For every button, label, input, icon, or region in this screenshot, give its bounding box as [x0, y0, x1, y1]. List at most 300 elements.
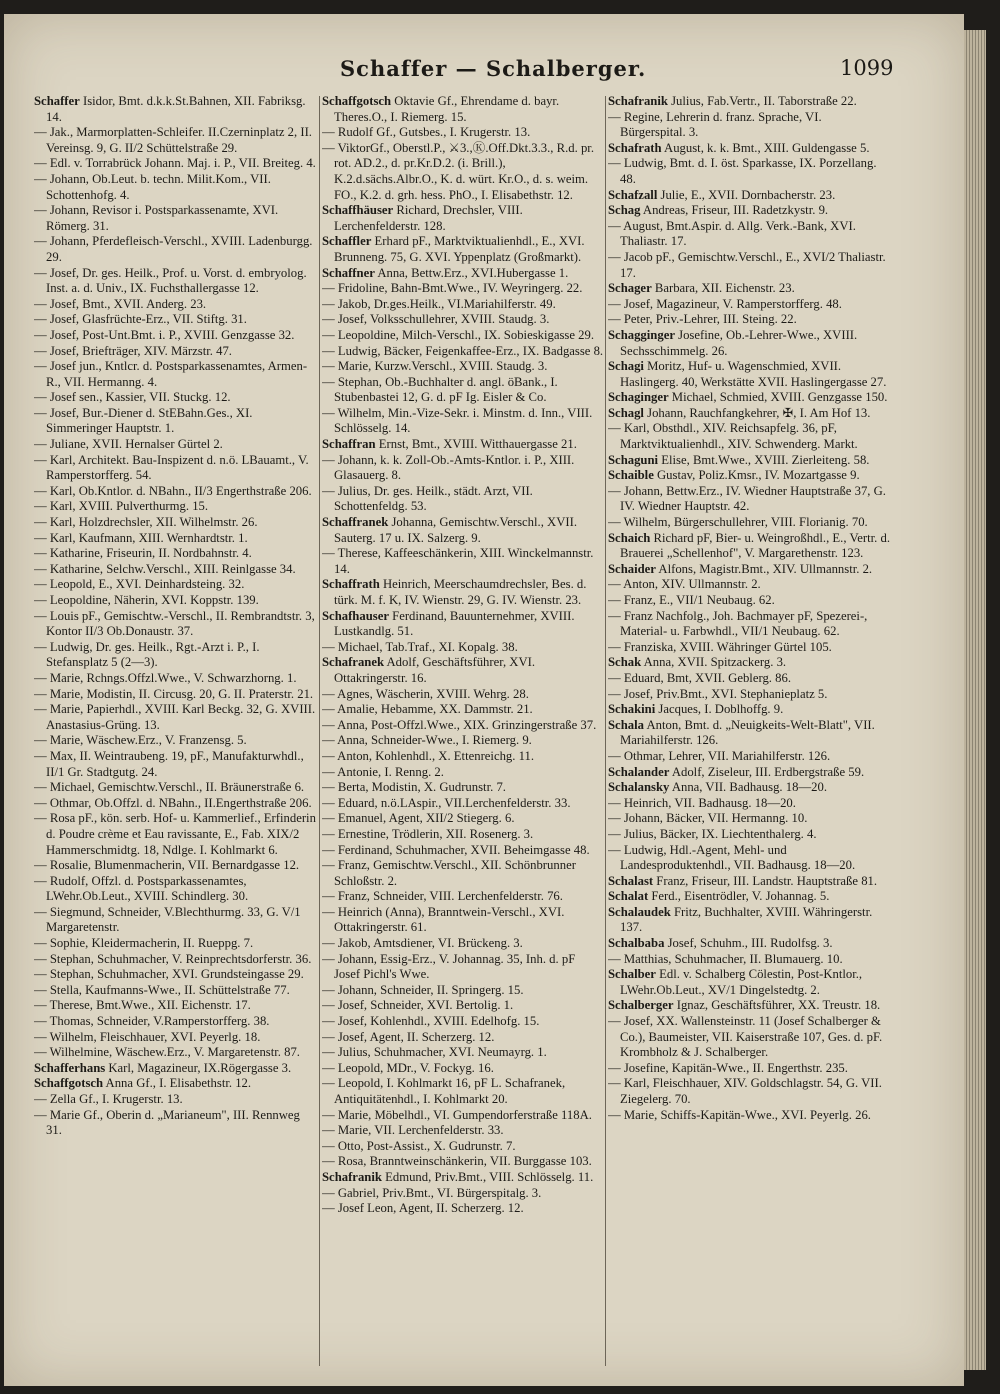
directory-entry: [322, 234, 604, 265]
entry-text: — Max, II. Weintraubeng. 19, pF., Manufakturwhdl., II/1 Gr. Stadtgutg. 24.: [34, 748, 304, 779]
entry-surname: Schaffer: [34, 94, 80, 108]
entry-text: — Josef jun., Kntlcr. d. Postsparkassenamtes, Armen-R., VII. Hermanng. 4.: [34, 359, 308, 389]
entry-surname: Schafhauser: [322, 608, 389, 623]
entry-text: — Josef, Bmt., XVII. Anderg. 23.: [34, 296, 207, 311]
entry-text: — Johann, Essig-Erz., V. Johannag. 35, Inh. d. pF Josef Pichl's Wwe.: [322, 951, 576, 982]
entry-text: — Josef, Agent, II. Scherzerg. 12.: [322, 1029, 495, 1044]
entry-text: — Regine, Lehrerin d. franz. Sprache, VI. Bürgerspital. 3.: [608, 109, 822, 140]
directory-entry: [608, 796, 890, 812]
entry-text: — Zella Gf., I. Krugerstr. 13.: [34, 1092, 183, 1106]
entry-text: — Franz, E., VII/1 Neubaug. 62.: [608, 593, 775, 607]
entry-surname: Schalbaba: [608, 936, 665, 951]
directory-entry: [34, 453, 316, 484]
directory-entry: [34, 531, 316, 547]
entry-text: — Wilhelmine, Wäschew.Erz., V. Margaretenstr. 87.: [34, 1045, 300, 1060]
directory-entry: [322, 843, 604, 859]
entry-text: Josef, Schuhm., III. Rudolfsg. 3.: [664, 936, 833, 951]
directory-entry: [34, 437, 316, 453]
entry-text: — Antonie, I. Renng. 2.: [322, 764, 444, 779]
directory-entry: [34, 998, 316, 1014]
entry-surname: Schaible: [608, 468, 654, 483]
entry-text: Alfons, Magistr.Bmt., XIV. Ullmannstr. 2.: [655, 561, 873, 576]
column-rule: [605, 96, 606, 1366]
entry-text: — Ludwig, Hdl.-Agent, Mehl- und Landesproduktenhdl., VII. Badhausg. 18—20.: [608, 842, 856, 873]
entry-surname: Schala: [608, 717, 644, 732]
entry-text: — Sophie, Kleidermacherin, II. Rueppg. 7.: [34, 936, 254, 951]
entry-text: Richard, Drechsler, VIII. Lerchenfelderstr. 128.: [334, 203, 523, 233]
entry-text: Ferdinand, Bauunternehmer, XVIII. Lustkandlg. 51.: [334, 608, 575, 639]
directory-entry: [34, 562, 316, 578]
directory-entry: [322, 655, 604, 686]
entry-surname: Schak: [608, 655, 642, 670]
directory-entry: [608, 671, 890, 687]
entry-text: — Marie, Modistin, II. Circusg. 20, G. II. Praterstr. 21.: [34, 686, 314, 701]
directory-entry: [34, 484, 316, 500]
directory-entry: [322, 375, 604, 406]
entry-surname: Schafrath: [608, 140, 662, 155]
directory-entry: [322, 1014, 604, 1030]
entry-surname: Schag: [608, 203, 641, 218]
entry-text: — Franz, Schneider, VIII. Lerchenfelderstr. 76.: [322, 889, 563, 904]
directory-entry: [322, 796, 604, 812]
directory-entry: [322, 1030, 604, 1046]
page-number: 1099: [840, 56, 894, 80]
entry-text: — Josef, Priv.Bmt., XVI. Stephanieplatz 5.: [608, 686, 828, 701]
entry-text: — Juliane, XVII. Hernalser Gürtel 2.: [34, 437, 223, 452]
entry-text: — Eduard, Bmt, XVII. Geblerg. 86.: [608, 670, 791, 685]
directory-entry: [34, 780, 316, 796]
entry-text: — Eduard, n.ö.LAspir., VII.Lerchenfelderstr. 33.: [322, 795, 571, 810]
directory-entry: [34, 967, 316, 983]
directory-entry: [34, 546, 316, 562]
entry-surname: Schakini: [608, 702, 656, 717]
entry-text: Isidor, Bmt. d.k.k.St.Bahnen, XII. Fabriksg. 14.: [46, 94, 306, 124]
entry-text: Gustav, Poliz.Kmsr., IV. Mozartgasse 9.: [653, 468, 860, 483]
column-2: [322, 94, 604, 1364]
directory-entry: [608, 967, 890, 998]
entry-text: — Josef, Magazineur, V. Ramperstorfferg. 48.: [608, 296, 842, 311]
entry-text: — Johann, Ob.Leut. b. techn. Milit.Kom., VII. Schottenhofg. 4.: [34, 171, 271, 202]
directory-entry: [608, 811, 890, 827]
directory-entry: [322, 858, 604, 889]
directory-entry: [322, 312, 604, 328]
entry-text: — Josef, Briefträger, XIV. Märzstr. 47.: [34, 343, 232, 358]
directory-entry: [608, 952, 890, 968]
directory-entry: [608, 219, 890, 250]
entry-surname: Schaffhäuser: [322, 203, 394, 218]
entry-surname: Schafzall: [608, 187, 658, 202]
directory-entry: [34, 156, 316, 172]
entry-text: Michael, Schmied, XVIII. Genzgasse 150.: [668, 390, 888, 405]
directory-entry: [34, 671, 316, 687]
directory-entry: [34, 1092, 316, 1108]
entry-surname: Schalat: [608, 889, 649, 904]
entry-text: — Amalie, Hebamme, XX. Dammstr. 21.: [322, 702, 533, 717]
entry-text: — Julius, Dr. ges. Heilk., städt. Arzt, VII. Schottenfeldg. 53.: [322, 483, 533, 514]
entry-text: — Karl, Obsthdl., XIV. Reichsapfelg. 36, pF, Marktviktualienhdl., XIV. Schwenderg. Markt.: [608, 421, 858, 452]
entry-text: — Stephan, Schuhmacher, XVI. Grundsteingasse 29.: [34, 967, 304, 982]
entry-text: — Josef, Bur.-Diener d. StEBahn.Ges., XI. Simmeringer Hauptstr. 1.: [34, 405, 253, 436]
directory-entry: [608, 531, 890, 562]
entry-text: — Fridoline, Bahn-Bmt.Wwe., IV. Weyringerg. 22.: [322, 281, 583, 296]
entry-text: Adolf, Ziseleur, III. Erdbergstraße 59.: [669, 764, 865, 779]
directory-entry: [34, 312, 316, 328]
entry-text: — Michael, Gemischtw.Verschl., II. Bräunerstraße 6.: [34, 780, 305, 795]
entry-text: — Jak., Marmorplatten-Schleifer. II.Czerninplatz 2, II. Vereinsg. 9, G. II/2 Schüttelstraße 29.: [34, 125, 312, 155]
directory-entry: [322, 1061, 604, 1077]
directory-entry: [322, 640, 604, 656]
entry-surname: Schaffner: [322, 265, 375, 280]
directory-entry: [608, 998, 890, 1014]
entry-text: — Johann, Bäcker, VII. Hermanng. 10.: [608, 811, 808, 826]
directory-entry: [34, 359, 316, 390]
entry-text: — Stephan, Schuhmacher, V. Reinprechtsdorferstr. 36.: [34, 951, 312, 966]
entry-text: — Rudolf, Offzl. d. Postsparkassenamtes, LWehr.Ob.Leut., XVIII. Schindlerg. 30.: [34, 873, 249, 904]
entry-text: — Franz, Gemischtw.Verschl., XII. Schönbrunner Schloßstr. 2.: [322, 858, 576, 888]
directory-entry: [608, 609, 890, 640]
directory-entry: [322, 328, 604, 344]
directory-entry: [608, 1061, 890, 1077]
directory-entry: [34, 515, 316, 531]
directory-entry: [608, 827, 890, 843]
entry-text: — Leopoldine, Näherin, XVI. Koppstr. 139.: [34, 593, 259, 607]
entry-text: — Josef, Schneider, XVI. Bertolig. 1.: [322, 998, 514, 1013]
entry-text: — Jakob, Dr.ges.Heilk., VI.Mariahilferstr. 49.: [322, 296, 556, 311]
directory-entry: [34, 328, 316, 344]
directory-entry: [608, 421, 890, 452]
entry-surname: Schalberger: [608, 998, 674, 1013]
entry-surname: Schaffranek: [322, 515, 389, 530]
running-title: Schaffer — Schalberger.: [340, 56, 647, 81]
entry-text: Oktavie Gf., Ehrendame d. bayr. Theres.O., I. Riemerg. 15.: [334, 94, 560, 124]
entry-text: — Othmar, Ob.Offzl. d. NBahn., II.Engerthstraße 206.: [34, 795, 312, 810]
entry-text: — Jacob pF., Gemischtw.Verschl., E., XVI/2 Thaliastr. 17.: [608, 249, 886, 280]
directory-entry: [322, 515, 604, 546]
entry-text: — Stephan, Ob.-Buchhalter d. angl. öBank., I. Stubenbastei 12, G. d. pF Ig. Eisler & Co.: [322, 374, 558, 405]
directory-entry: [322, 437, 604, 453]
directory-entry: [34, 125, 316, 156]
directory-entry: [34, 640, 316, 671]
entry-text: Richard pF, Bier- u. Weingroßhdl., E., Vertr. d. Brauerei „Schellenhof", V. Margarethenstr. 123.: [620, 530, 890, 561]
entry-text: — Peter, Priv.-Lehrer, III. Steing. 22.: [608, 312, 797, 327]
directory-entry: [322, 203, 604, 234]
entry-text: Fritz, Buchhalter, XVIII. Währingerstr. 137.: [620, 904, 873, 935]
directory-entry: [608, 110, 890, 141]
directory-entry: [322, 125, 604, 141]
page-header: [0, 56, 900, 92]
directory-entry: [608, 359, 890, 390]
entry-text: — Marie, VII. Lerchenfelderstr. 33.: [322, 1123, 504, 1138]
directory-entry: [608, 328, 890, 359]
directory-entry: [34, 1014, 316, 1030]
entry-text: — Marie, Papierhdl., XVIII. Karl Beckg. 32, G. XVIII. Anastasius-Grüng. 13.: [34, 702, 316, 732]
entry-surname: Schafranik: [608, 94, 668, 108]
entry-text: — Stella, Kaufmanns-Wwe., II. Schüttelstraße 77.: [34, 982, 290, 997]
entry-text: — Agnes, Wäscherin, XVIII. Wehrg. 28.: [322, 686, 529, 701]
entry-text: — Matthias, Schuhmacher, II. Blumauerg. 10.: [608, 951, 843, 966]
entry-surname: Schaffgotsch: [34, 1076, 104, 1091]
directory-entry: [34, 266, 316, 297]
entry-text: — Heinrich (Anna), Branntwein-Verschl., XVI. Ottakringerstr. 61.: [322, 904, 565, 935]
entry-text: — Josef Leon, Agent, II. Scherzerg. 12.: [322, 1201, 524, 1216]
directory-entry: [322, 266, 604, 282]
entry-text: — August, Bmt.Aspir. d. Allg. Verk.-Bank, XVI. Thaliastr. 17.: [608, 218, 856, 249]
entry-text: — Johann, Revisor i. Postsparkassenamte, XVI. Römerg. 31.: [34, 203, 279, 233]
directory-entry: [322, 702, 604, 718]
entry-text: — Therese, Bmt.Wwe., XII. Eichenstr. 17.: [34, 998, 251, 1013]
entry-text: — Josef, Glasfrüchte-Erz., VII. Stiftg. 31.: [34, 312, 247, 327]
entry-surname: Schagi: [608, 359, 644, 374]
entry-text: — Jakob, Amtsdiener, VI. Brückeng. 3.: [322, 936, 523, 951]
entry-text: — Josefine, Kapitän-Wwe., II. Engerthstr. 235.: [608, 1060, 848, 1075]
directory-entry: [322, 1045, 604, 1061]
entry-text: Anna, XVII. Spitzackerg. 3.: [641, 655, 787, 670]
directory-entry: [34, 593, 316, 609]
entry-surname: Schaguni: [608, 452, 659, 467]
entry-surname: Schafranik: [322, 1169, 382, 1184]
entry-text: — Michael, Tab.Traf., XI. Kopalg. 38.: [322, 639, 518, 654]
directory-entry: [608, 515, 890, 531]
entry-text: — Leopold, I. Kohlmarkt 16, pF L. Schafranek, Antiquitätenhdl., I. Kohlmarkt 20.: [322, 1076, 566, 1106]
directory-entry: [608, 687, 890, 703]
entry-surname: Schafferhans: [34, 1060, 106, 1075]
directory-entry: [34, 874, 316, 905]
directory-entry: [608, 312, 890, 328]
entry-text: Jacques, I. Doblhoffg. 9.: [655, 702, 784, 717]
entry-surname: Schaider: [608, 561, 656, 576]
entry-text: — Johann, Bettw.Erz., IV. Wiedner Hauptstraße 37, G. IV. Wiedner Hauptstr. 42.: [608, 483, 886, 514]
entry-surname: Schagginger: [608, 327, 675, 342]
entry-text: — Rosa, Branntweinschänkerin, VII. Burggasse 103.: [322, 1154, 592, 1169]
entry-text: — Rosa pF., kön. serb. Hof- u. Kammerlief., Erfinderin d. Poudre crème et Eau ravissante, E., Fab. XIX/2 Hammerschmidtg. 18, Ndlge. I. Kohlmarkt 6.: [34, 811, 316, 857]
directory-entry: [322, 889, 604, 905]
directory-entry: [608, 718, 890, 749]
directory-entry: [34, 702, 316, 733]
entry-text: — Othmar, Lehrer, VII. Mariahilferstr. 126.: [608, 748, 831, 763]
directory-entry: [608, 141, 890, 157]
entry-text: — Wilhelm, Bürgerschullehrer, VIII. Florianig. 70.: [608, 515, 868, 530]
entry-text: Johanna, Gemischtw.Verschl., XVII. Sauterg. 17 u. IX. Salzerg. 9.: [334, 515, 578, 545]
directory-entry: [608, 281, 890, 297]
entry-surname: Schaffran: [322, 437, 376, 452]
directory-entry: [322, 94, 604, 125]
entry-text: — Marie, Möbelhdl., VI. Gumpendorferstraße 118A.: [322, 1107, 592, 1122]
entry-text: Ignaz, Geschäftsführer, XX. Treustr. 18.: [673, 998, 881, 1013]
entry-text: — Heinrich, VII. Badhausg. 18—20.: [608, 795, 796, 810]
entry-text: — Karl, Fleischhauer, XIV. Goldschlagstr. 54, G. VII. Ziegelerg. 70.: [608, 1076, 882, 1106]
directory-entry: [608, 843, 890, 874]
directory-entry: [608, 577, 890, 593]
entry-surname: Schaffler: [322, 234, 372, 249]
directory-entry: [322, 406, 604, 437]
directory-entry: [608, 453, 890, 469]
entry-surname: Schager: [608, 281, 652, 296]
entry-text: Karl, Magazineur, IX.Rögergasse 3.: [105, 1060, 292, 1075]
directory-entry: [34, 94, 316, 125]
entry-text: Heinrich, Meerschaumdrechsler, Bes. d. türk. M. f. K, IV. Wienstr. 29, G. IV. Wienstr. 23.: [334, 577, 587, 607]
entry-text: — Otto, Post-Assist., X. Gudrunstr. 7.: [322, 1138, 516, 1153]
entry-text: Edl. v. Schalberg Cölestin, Post-Kntlor., LWehr.Ob.Leut., XV/1 Dingelstedtg. 2.: [620, 967, 863, 997]
directory-entry: [34, 609, 316, 640]
directory-entry: [34, 577, 316, 593]
directory-entry: [34, 1030, 316, 1046]
directory-entry: [322, 1186, 604, 1202]
directory-entry: [608, 889, 890, 905]
entry-text: Josefine, Ob.-Lehrer-Wwe., XVIII. Sechsschimmelg. 26.: [620, 327, 858, 358]
directory-entry: [34, 1076, 316, 1092]
entry-text: — Josef, Post-Unt.Bmt. i. P., XVIII. Genzgasse 32.: [34, 327, 295, 342]
directory-entry: [608, 390, 890, 406]
entry-text: Johann, Rauchfangkehrer, ✠, I. Am Hof 13.: [643, 405, 871, 420]
directory-entry: [34, 796, 316, 812]
directory-entry: [322, 546, 604, 577]
directory-entry: [34, 297, 316, 313]
directory-entry: [322, 1170, 604, 1186]
directory-entry: [322, 1108, 604, 1124]
entry-surname: Schalander: [608, 764, 670, 779]
directory-entry: [608, 905, 890, 936]
directory-entry: [34, 905, 316, 936]
entry-text: — Anton, XIV. Ullmannstr. 2.: [608, 577, 761, 592]
entry-text: Franz, Friseur, III. Landstr. Hauptstraße 81.: [653, 873, 878, 888]
entry-text: Ernst, Bmt., XVIII. Witthauergasse 21.: [375, 437, 577, 452]
entry-text: — Johann, k. k. Zoll-Ob.-Amts-Kntlor. i. P., XIII. Glasauerg. 8.: [322, 452, 575, 483]
directory-entry: [608, 484, 890, 515]
entry-surname: Schaffgotsch: [322, 94, 392, 108]
directory-entry: [34, 1061, 316, 1077]
entry-text: — Karl, XVIII. Pulverthurmg. 15.: [34, 499, 209, 514]
directory-entry: [322, 952, 604, 983]
entry-text: — Julius, Bäcker, IX. Liechtenthalerg. 4.: [608, 826, 817, 841]
entry-text: — Julius, Schuhmacher, XVI. Neumayrg. 1.: [322, 1045, 547, 1060]
entry-text: Elise, Bmt.Wwe., XVIII. Zierleiteng. 58.: [658, 452, 870, 467]
entry-text: — Anna, Schneider-Wwe., I. Riemerg. 9.: [322, 733, 532, 748]
entry-text: — Marie Gf., Oberin d. „Marianeum", III. Rennweg 31.: [34, 1107, 300, 1138]
directory-entry: [34, 172, 316, 203]
directory-entry: [322, 297, 604, 313]
entry-text: — Marie, Schiffs-Kapitän-Wwe., XVI. Peyerlg. 26.: [608, 1107, 871, 1122]
entry-text: Erhard pF., Marktviktualienhdl., E., XVI. Brunneng. 75, G. XVI. Yppenplatz (Großmarkt).: [334, 234, 585, 264]
entry-text: — Wilhelm, Fleischhauer, XVI. Peyerlg. 18.: [34, 1029, 261, 1044]
entry-text: — Rosalie, Blumenmacherin, VII. Bernardgasse 12.: [34, 858, 300, 873]
directory-entry: [322, 141, 604, 203]
directory-entry: [608, 640, 890, 656]
column-1: [34, 94, 316, 1364]
entry-text: — Karl, Kaufmann, XIII. Wernhardtstr. 1.: [34, 530, 248, 545]
directory-entry: [322, 749, 604, 765]
page-edge: [964, 30, 986, 1370]
directory-entry: [322, 281, 604, 297]
directory-entry: [322, 687, 604, 703]
directory-entry: [322, 765, 604, 781]
entry-text: — Anna, Post-Offzl.Wwe., XIX. Grinzingerstraße 37.: [322, 717, 597, 732]
directory-entry: [34, 952, 316, 968]
directory-entry: [322, 811, 604, 827]
directory-entry: [34, 390, 316, 406]
entry-surname: Schalansky: [608, 780, 670, 795]
entry-text: Barbara, XII. Eichenstr. 23.: [651, 281, 795, 296]
entry-text: — Franz Nachfolg., Joh. Bachmayer pF, Spezerei-, Material- u. Farbwhdl., VII/1 Neubaug. 62.: [608, 608, 868, 639]
directory-entry: [322, 1123, 604, 1139]
column-rule: [319, 96, 320, 1366]
entry-text: Anna, VII. Badhausg. 18—20.: [669, 780, 827, 795]
directory-entry: [34, 858, 316, 874]
entry-text: — Ludwig, Bäcker, Feigenkaffee-Erz., IX. Badgasse 8.: [322, 343, 604, 358]
directory-entry: [34, 687, 316, 703]
directory-entry: [322, 998, 604, 1014]
directory-entry: [34, 1108, 316, 1139]
entry-text: Moritz, Huf- u. Wagenschmied, XVII. Haslingerg. 40, Werkstätte XVII. Haslingergasse 27.: [620, 359, 887, 389]
entry-text: — Marie, Rchngs.Offzl.Wwe., V. Schwarzhorng. 1.: [34, 670, 297, 685]
entry-surname: Schafranek: [322, 655, 385, 670]
entry-text: — Leopold, E., XVI. Deinhardsteing. 32.: [34, 577, 245, 592]
directory-entry: [608, 1076, 890, 1107]
entry-surname: Schalber: [608, 967, 656, 982]
directory-entry: [34, 936, 316, 952]
directory-entry: [34, 203, 316, 234]
entry-text: — Gabriel, Priv.Bmt., VI. Bürgerspitalg. 3.: [322, 1185, 542, 1200]
directory-entry: [608, 250, 890, 281]
entry-text: Ferd., Eisentrödler, V. Johannag. 5.: [648, 889, 830, 904]
entry-text: Andreas, Friseur, III. Radetzkystr. 9.: [640, 203, 829, 218]
directory-entry: [34, 749, 316, 780]
entry-text: — Edl. v. Torrabrück Johann. Maj. i. P., VII. Breiteg. 4.: [34, 156, 316, 171]
entry-text: — Josef sen., Kassier, VII. Stuckg. 12.: [34, 390, 231, 405]
directory-entry: [608, 655, 890, 671]
entry-text: — Siegmund, Schneider, V.Blechthurmg. 33, G. V/1 Margaretenstr.: [34, 904, 301, 935]
entry-text: — Katharine, Selchw.Verschl., XIII. Reinlgasse 34.: [34, 561, 296, 576]
entry-text: — Karl, Ob.Kntlor. d. NBahn., II/3 Engerthstraße 206.: [34, 483, 312, 498]
column-3: [608, 94, 890, 1364]
entry-text: Julius, Fab.Vertr., II. Taborstraße 22.: [667, 94, 857, 108]
entry-text: — Karl, Architekt. Bau-Inspizent d. n.ö. LBauamt., V. Ramperstorfferg. 54.: [34, 452, 309, 483]
entry-text: Anna Gf., I. Elisabethstr. 12.: [103, 1076, 252, 1091]
directory-entry: [608, 188, 890, 204]
directory-entry: [322, 718, 604, 734]
directory-entry: [608, 780, 890, 796]
entry-text: — Anton, Kohlenhdl., X. Ettenreichg. 11.: [322, 748, 535, 763]
directory-entry: [322, 905, 604, 936]
directory-entry: [608, 468, 890, 484]
entry-surname: Schalaudek: [608, 904, 671, 919]
directory-entry: [608, 936, 890, 952]
directory-entry: [608, 1108, 890, 1124]
directory-entry: [608, 406, 890, 422]
directory-entry: [34, 344, 316, 360]
directory-entry: [322, 344, 604, 360]
entry-text: — Josef, XX. Wallensteinstr. 11 (Josef Schalberger & Co.), Baumeister, VII. Kaiserstraße 107, Ges. d. pF. Krombholz & J. Schalberger.: [608, 1014, 883, 1060]
directory-entry: [34, 983, 316, 999]
entry-text: — Marie, Wäschew.Erz., V. Franzensg. 5.: [34, 733, 247, 748]
entry-text: — Johann, Schneider, II. Springerg. 15.: [322, 982, 524, 997]
directory-entry: [34, 499, 316, 515]
entry-text: — Berta, Modistin, X. Gudrunstr. 7.: [322, 780, 506, 795]
entry-text: — Ludwig, Dr. ges. Heilk., Rgt.-Arzt i. P., I. Stefansplatz 5 (2—3).: [34, 639, 260, 670]
entry-text: Edmund, Priv.Bmt., VIII. Schlösselg. 11.: [381, 1169, 594, 1184]
directory-entry: [34, 811, 316, 858]
directory-entry: [322, 1139, 604, 1155]
directory-entry: [608, 156, 890, 187]
directory-entry: [322, 827, 604, 843]
entry-text: — Ludwig, Bmt. d. I. öst. Sparkasse, IX. Porzellang. 48.: [608, 156, 877, 186]
entry-text: — Ernestine, Trödlerin, XII. Rosenerg. 3.: [322, 826, 534, 841]
entry-text: — Emanuel, Agent, XII/2 Stiegerg. 6.: [322, 811, 515, 826]
directory-entry: [322, 453, 604, 484]
entry-surname: Schagl: [608, 405, 644, 420]
entry-text: — Josef, Kohlenhdl., XVIII. Edelhofg. 15.: [322, 1014, 540, 1029]
entry-text: — Thomas, Schneider, V.Ramperstorfferg. 38.: [34, 1014, 270, 1029]
entry-surname: Schaffrath: [322, 577, 380, 592]
